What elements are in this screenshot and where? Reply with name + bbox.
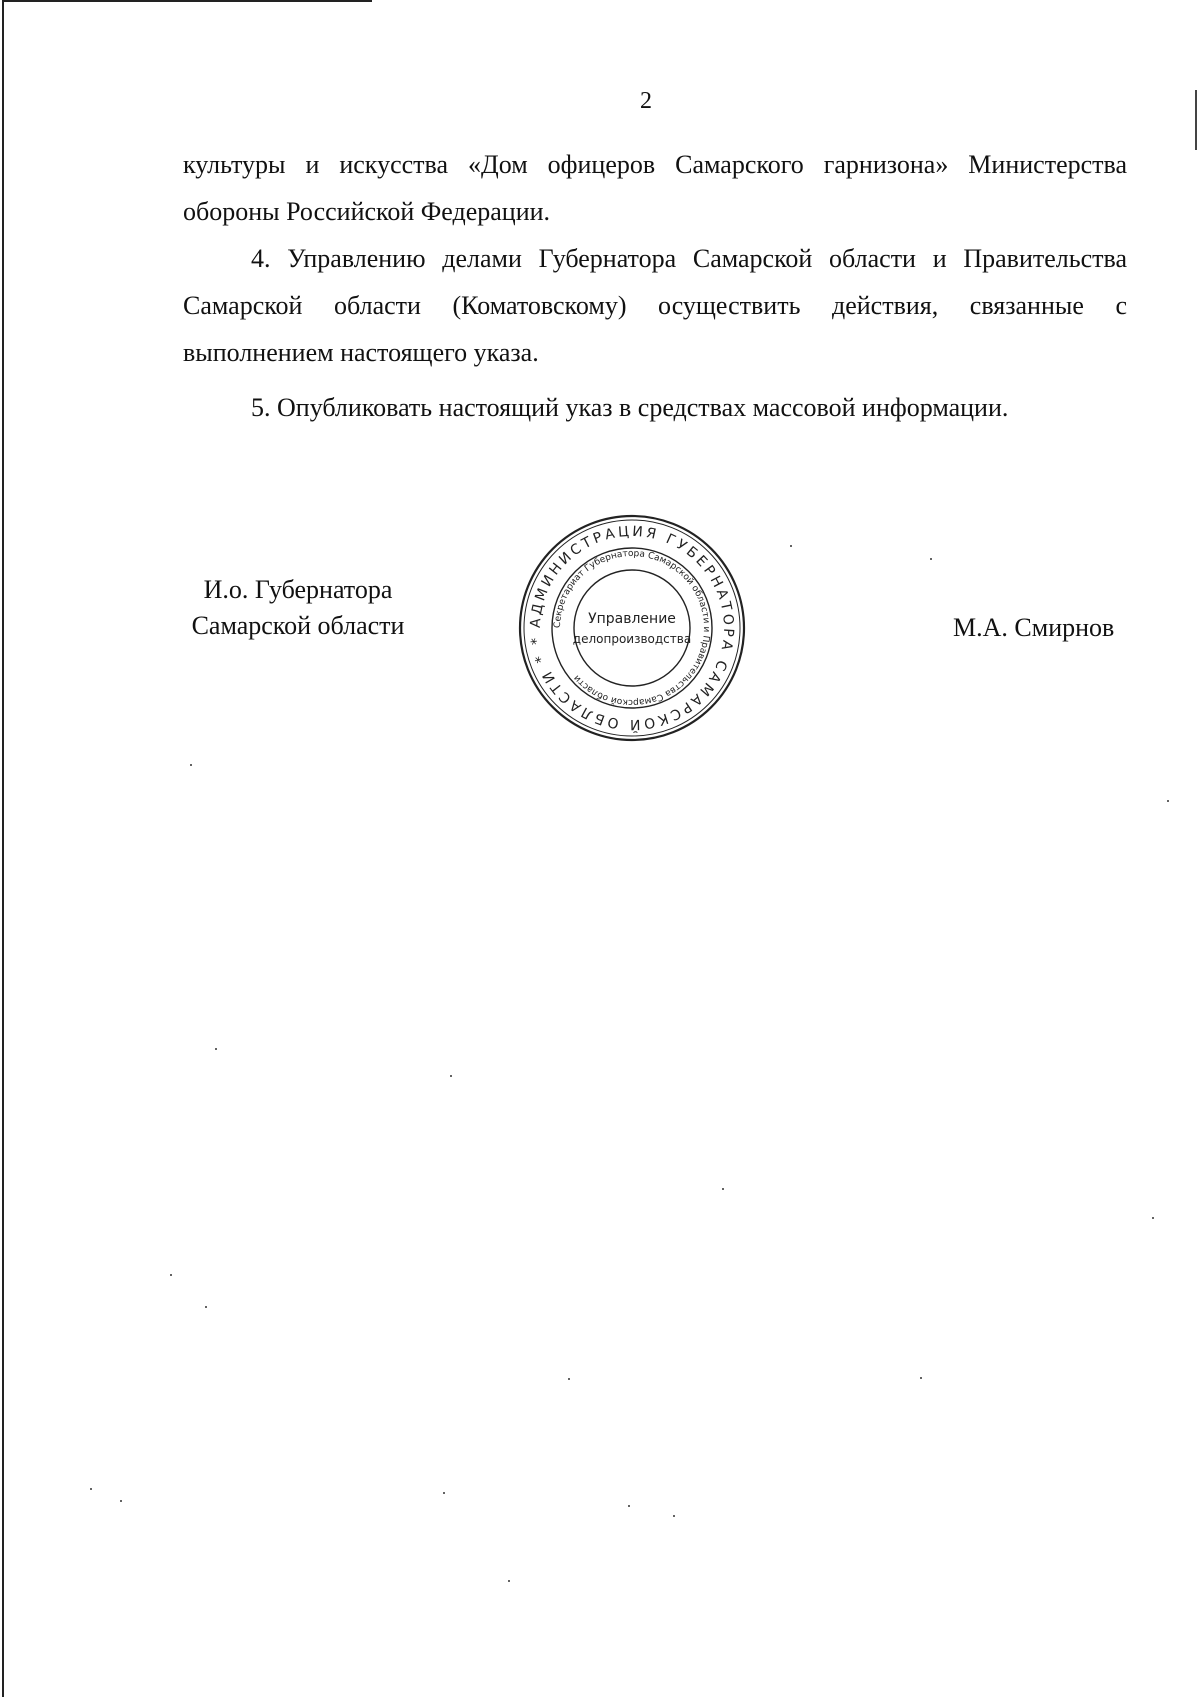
scan-speck xyxy=(930,558,932,560)
page-border-right xyxy=(1195,90,1197,150)
scan-speck xyxy=(443,1492,445,1494)
official-seal-stamp xyxy=(517,513,747,743)
scan-speck xyxy=(920,1377,922,1379)
seal-outer-text: АДМИНИСТРАЦИЯ ГУБЕРНАТОРА САМАРСКОЙ ОБЛАСТИ * * xyxy=(527,523,737,733)
paragraph-continuation: культуры и искусства «Дом офицеров Самарского гарнизона» Министерства обороны Российской Федерации. xyxy=(183,150,1127,226)
seal-inner-text: Секретариат Губернатора Самарской области и Правительства Самарской области xyxy=(552,548,712,708)
scan-speck xyxy=(90,1488,92,1490)
scan-speck xyxy=(190,764,192,766)
scan-speck xyxy=(215,1048,217,1050)
scan-speck xyxy=(170,1274,172,1276)
scan-speck xyxy=(508,1580,510,1582)
signatory-name: М.А. Смирнов xyxy=(953,613,1115,642)
scan-speck xyxy=(120,1500,122,1502)
seal-center-line1: Управление xyxy=(588,611,676,627)
page-border-top xyxy=(2,0,372,2)
signatory-title-line2: Самарской области xyxy=(191,611,405,640)
seal-inner-ring xyxy=(574,570,690,686)
scan-speck xyxy=(450,1075,452,1077)
page-border-left xyxy=(2,0,4,1697)
paragraph-item-5: 5. Опубликовать настоящий указ в средствах массовой информации. xyxy=(251,393,1009,422)
seal-center-line2: делопроизводства xyxy=(572,632,692,646)
scan-speck xyxy=(673,1515,675,1517)
paragraph-item-4: 4. Управлению делами Губернатора Самарской области и Правительства Самарской области (Коматовскому) осуществить действия, связанные с выполнением настоящего указа. xyxy=(183,244,1127,367)
seal-middle-ring xyxy=(552,548,712,708)
scan-speck xyxy=(1167,800,1169,802)
scan-speck xyxy=(205,1306,207,1308)
scan-speck xyxy=(568,1378,570,1380)
page-number: 2 xyxy=(640,88,652,114)
scan-speck xyxy=(628,1505,630,1507)
signatory-title-line1: И.о. Губернатора xyxy=(203,575,393,604)
scan-speck xyxy=(722,1188,724,1190)
signatory-title xyxy=(178,572,418,644)
scan-speck xyxy=(790,545,792,547)
scan-speck xyxy=(1152,1217,1154,1219)
